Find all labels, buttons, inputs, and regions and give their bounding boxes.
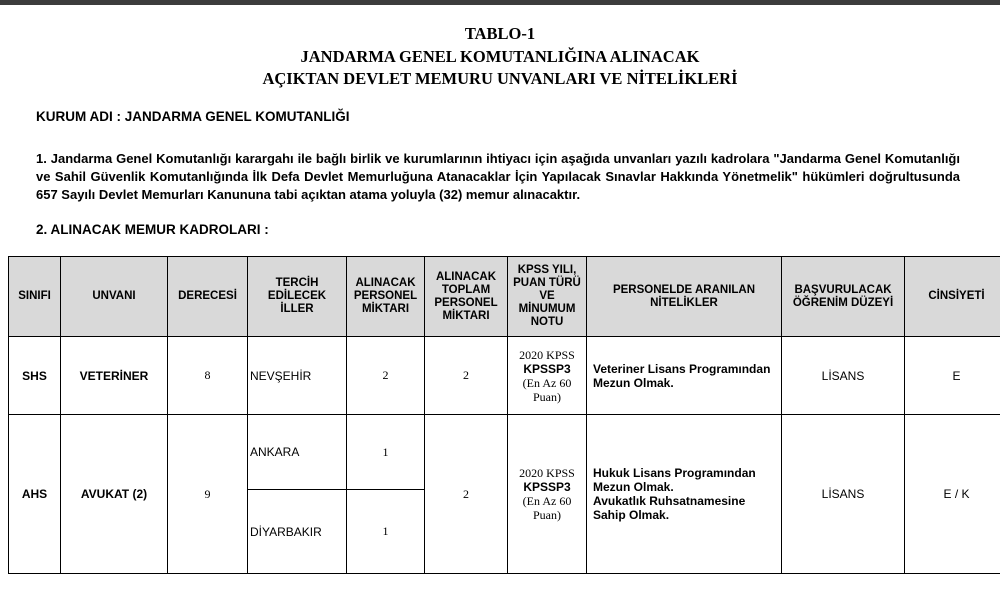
cell-derece: 9	[168, 415, 248, 574]
positions-table	[8, 256, 1000, 574]
cell-il-diyarbakir: DİYARBAKIR	[248, 490, 347, 574]
cell-unvani: VETERİNER	[61, 337, 168, 415]
header-toplam: ALINACAK TOPLAM PERSONEL MİKTARI	[425, 257, 508, 337]
cell-miktar-diyarbakir: 1	[347, 490, 425, 574]
header-alinacak: ALINACAK PERSONEL MİKTARI	[347, 257, 425, 337]
doc-title-line-3: AÇIKTAN DEVLET MEMURU UNVANLARI VE NİTELİKLERİ	[262, 69, 738, 88]
header-cinsiyet: CİNSİYETİ	[905, 257, 1000, 337]
cell-sinifi: AHS	[9, 415, 61, 574]
header-sinifi: SINIFI	[9, 257, 61, 337]
cell-ogrenim: LİSANS	[782, 337, 905, 415]
header-unvani: UNVANI	[61, 257, 168, 337]
cell-derece: 8	[168, 337, 248, 415]
kpss-min: (En Az 60 Puan)	[522, 494, 572, 522]
cell-nitelik	[587, 415, 782, 574]
kpss-year: 2020 KPSS	[519, 347, 575, 362]
header-kpss: KPSS YILI, PUAN TÜRÜ VE MİNUMUM NOTU	[508, 257, 587, 337]
cell-kpss	[508, 415, 587, 574]
header-derecesi: DERECESİ	[168, 257, 248, 337]
header-tercih: TERCİH EDİLECEK İLLER	[248, 257, 347, 337]
institution-name: KURUM ADI : JANDARMA GENEL KOMUTANLIĞI	[36, 109, 350, 124]
cell-ogrenim: LİSANS	[782, 415, 905, 574]
nitelik-line-2: Avukatlık Ruhsatnamesine Sahip Olmak.	[593, 494, 746, 522]
kpss-type: KPSSP3	[523, 480, 571, 494]
table-row	[9, 415, 1000, 490]
cell-cinsiyet: E / K	[905, 415, 1000, 574]
doc-title-line-2: JANDARMA GENEL KOMUTANLIĞINA ALINACAK	[300, 47, 700, 66]
doc-title-line-1: TABLO-1	[464, 24, 536, 43]
cell-miktar-ankara: 1	[347, 415, 425, 490]
cell-il: NEVŞEHİR	[248, 337, 347, 415]
cell-miktar: 2	[347, 337, 425, 415]
header-ogrenim: BAŞVURULACAK ÖĞRENİM DÜZEYİ	[782, 257, 905, 337]
table-header-row	[9, 257, 1000, 337]
cell-toplam: 2	[425, 415, 508, 574]
cell-nitelik: Veteriner Lisans Programından Mezun Olmak.	[587, 337, 782, 415]
kpss-year: 2020 KPSS	[519, 466, 575, 480]
kpss-type: KPSSP3	[523, 361, 571, 376]
cell-toplam: 2	[425, 337, 508, 415]
cell-unvani: AVUKAT (2)	[61, 415, 168, 574]
cell-sinifi: SHS	[9, 337, 61, 415]
header-nitelik: PERSONELDE ARANILAN NİTELİKLER	[587, 257, 782, 337]
table-row	[9, 337, 1000, 415]
cell-il-ankara: ANKARA	[248, 415, 347, 490]
intro-paragraph: 1. Jandarma Genel Komutanlığı karargahı ile bağlı birlik ve kurumlarının ihtiyacı için aşağıda unvanları yazılı kadrolara "Jandarma Genel Komutanlığı ve Sahil Güvenlik Komutanlığında İlk Defa Devlet Memurluğuna Atanacaklar İçin Yapılacak Sınavlar Hakkında Yönetmelik" hükümleri doğrultusunda 657 Sayılı Devlet Memurları Kanununa tabi açıktan atama yoluyla (32) memur alınacaktır.	[36, 151, 960, 202]
nitelik-line-1: Hukuk Lisans Programından Mezun Olmak.	[593, 466, 756, 494]
window-top-border	[0, 0, 1000, 5]
cell-kpss	[508, 337, 587, 415]
section-2-heading: 2. ALINACAK MEMUR KADROLARI :	[36, 222, 269, 237]
kpss-min: (En Az 60 Puan)	[522, 375, 572, 404]
cell-cinsiyet: E	[905, 337, 1000, 415]
